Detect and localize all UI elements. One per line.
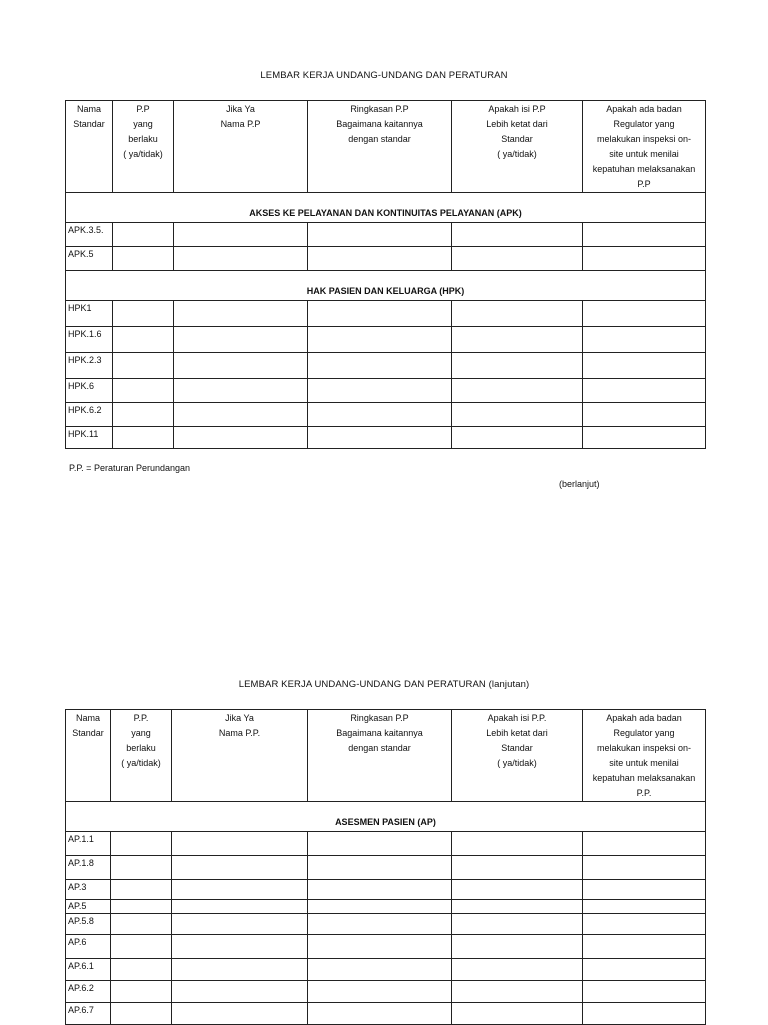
input-cell[interactable] bbox=[308, 914, 452, 935]
input-cell[interactable] bbox=[452, 900, 583, 914]
input-cell[interactable] bbox=[172, 856, 308, 880]
input-cell[interactable] bbox=[308, 353, 452, 379]
input-cell[interactable] bbox=[583, 379, 706, 403]
input-cell[interactable] bbox=[583, 900, 706, 914]
standard-code: HPK.1.6 bbox=[66, 327, 113, 353]
input-cell[interactable] bbox=[583, 427, 706, 449]
table-row bbox=[66, 959, 706, 981]
continued-note: (berlanjut) bbox=[559, 479, 600, 489]
input-cell[interactable] bbox=[583, 327, 706, 353]
input-cell[interactable] bbox=[308, 247, 452, 271]
standard-code: HPK1 bbox=[66, 301, 113, 327]
input-cell[interactable] bbox=[111, 1003, 172, 1025]
input-cell[interactable] bbox=[308, 223, 452, 247]
section-row bbox=[66, 193, 706, 223]
input-cell[interactable] bbox=[174, 403, 308, 427]
input-cell[interactable] bbox=[308, 856, 452, 880]
input-cell[interactable] bbox=[583, 247, 706, 271]
input-cell[interactable] bbox=[172, 981, 308, 1003]
input-cell[interactable] bbox=[452, 247, 583, 271]
input-cell[interactable] bbox=[583, 353, 706, 379]
input-cell[interactable] bbox=[308, 403, 452, 427]
input-cell[interactable] bbox=[111, 959, 172, 981]
input-cell[interactable] bbox=[174, 379, 308, 403]
input-cell[interactable] bbox=[172, 914, 308, 935]
input-cell[interactable] bbox=[308, 900, 452, 914]
input-cell[interactable] bbox=[172, 880, 308, 900]
input-cell[interactable] bbox=[174, 427, 308, 449]
input-cell[interactable] bbox=[174, 353, 308, 379]
table-row bbox=[66, 981, 706, 1003]
input-cell[interactable] bbox=[583, 832, 706, 856]
input-cell[interactable] bbox=[583, 959, 706, 981]
input-cell[interactable] bbox=[583, 935, 706, 959]
standard-code: AP.6 bbox=[66, 935, 111, 959]
input-cell[interactable] bbox=[452, 427, 583, 449]
input-cell[interactable] bbox=[308, 935, 452, 959]
sheet1-table bbox=[65, 100, 706, 449]
standard-code: APK.5 bbox=[66, 247, 113, 271]
input-cell[interactable] bbox=[113, 247, 174, 271]
sheet1-header-cell: Jika Ya Nama P.P bbox=[174, 101, 308, 193]
standard-code: AP.3 bbox=[66, 880, 111, 900]
sheet1-header-cell: P.P yang berlaku ( ya/tidak) bbox=[113, 101, 174, 193]
input-cell[interactable] bbox=[111, 832, 172, 856]
input-cell[interactable] bbox=[452, 353, 583, 379]
standard-code: HPK.11 bbox=[66, 427, 113, 449]
sheet1-header-cell: Nama Standar bbox=[66, 101, 113, 193]
sheet2-header-row bbox=[66, 710, 706, 802]
input-cell[interactable] bbox=[452, 832, 583, 856]
input-cell[interactable] bbox=[308, 1003, 452, 1025]
section-title-ap: ASESMEN PASIEN (AP) bbox=[66, 802, 706, 832]
input-cell[interactable] bbox=[308, 327, 452, 353]
standard-code: AP.6.7 bbox=[66, 1003, 111, 1025]
input-cell[interactable] bbox=[583, 914, 706, 935]
input-cell[interactable] bbox=[583, 223, 706, 247]
input-cell[interactable] bbox=[452, 880, 583, 900]
table-row bbox=[66, 301, 706, 327]
table-row bbox=[66, 832, 706, 856]
input-cell[interactable] bbox=[111, 856, 172, 880]
sheet2-header-cell: Apakah isi P.P. Lebih ketat dari Standar ( ya/tidak) bbox=[452, 710, 583, 802]
input-cell[interactable] bbox=[308, 427, 452, 449]
input-cell[interactable] bbox=[452, 301, 583, 327]
input-cell[interactable] bbox=[308, 880, 452, 900]
input-cell[interactable] bbox=[452, 914, 583, 935]
standard-code: AP.1.8 bbox=[66, 856, 111, 880]
input-cell[interactable] bbox=[172, 935, 308, 959]
section-row bbox=[66, 271, 706, 301]
sheet2-header-cell: Nama Standar bbox=[66, 710, 111, 802]
input-cell[interactable] bbox=[174, 301, 308, 327]
input-cell[interactable] bbox=[583, 301, 706, 327]
input-cell[interactable] bbox=[172, 832, 308, 856]
input-cell[interactable] bbox=[111, 981, 172, 1003]
section-title-apk: AKSES KE PELAYANAN DAN KONTINUITAS PELAYANAN (APK) bbox=[66, 193, 706, 223]
input-cell[interactable] bbox=[452, 1003, 583, 1025]
table-row bbox=[66, 900, 706, 914]
footnote: P.P. = Peraturan Perundangan bbox=[69, 463, 191, 473]
input-cell[interactable] bbox=[113, 403, 174, 427]
input-cell[interactable] bbox=[308, 981, 452, 1003]
table-row bbox=[66, 914, 706, 935]
input-cell[interactable] bbox=[583, 981, 706, 1003]
section-title-hpk: HAK PASIEN DAN KELUARGA (HPK) bbox=[66, 271, 706, 301]
sheet1-title: LEMBAR KERJA UNDANG-UNDANG DAN PERATURAN bbox=[260, 70, 508, 81]
standard-code: AP.5.8 bbox=[66, 914, 111, 935]
input-cell[interactable] bbox=[583, 856, 706, 880]
input-cell[interactable] bbox=[452, 935, 583, 959]
table-row bbox=[66, 379, 706, 403]
sheet1-header-cell: Apakah isi P.P Lebih ketat dari Standar ( ya/tidak) bbox=[452, 101, 583, 193]
input-cell[interactable] bbox=[452, 379, 583, 403]
sheet2-header-cell: Ringkasan P.P Bagaimana kaitannya dengan standar bbox=[308, 710, 452, 802]
sheet1-header-row bbox=[66, 101, 706, 193]
table-row bbox=[66, 1003, 706, 1025]
sheet2-header-cell: Jika Ya Nama P.P. bbox=[172, 710, 308, 802]
sheet1-header-cell: Apakah ada badan Regulator yang melakukan inspeksi on- site untuk menilai kepatuhan melaksanakan P.P bbox=[583, 101, 706, 193]
input-cell[interactable] bbox=[111, 900, 172, 914]
table-row bbox=[66, 403, 706, 427]
standard-code: HPK.6 bbox=[66, 379, 113, 403]
input-cell[interactable] bbox=[452, 327, 583, 353]
input-cell[interactable] bbox=[583, 1003, 706, 1025]
input-cell[interactable] bbox=[583, 880, 706, 900]
input-cell[interactable] bbox=[308, 301, 452, 327]
standard-code: APK.3.5. bbox=[66, 223, 113, 247]
input-cell[interactable] bbox=[308, 379, 452, 403]
sheet2-title: LEMBAR KERJA UNDANG-UNDANG DAN PERATURAN (lanjutan) bbox=[238, 679, 530, 690]
input-cell[interactable] bbox=[583, 403, 706, 427]
input-cell[interactable] bbox=[174, 223, 308, 247]
input-cell[interactable] bbox=[113, 353, 174, 379]
sheet2-header-cell: Apakah ada badan Regulator yang melakukan inspeksi on- site untuk menilai kepatuhan melaksanakan P.P. bbox=[583, 710, 706, 802]
input-cell[interactable] bbox=[452, 223, 583, 247]
input-cell[interactable] bbox=[452, 981, 583, 1003]
input-cell[interactable] bbox=[113, 223, 174, 247]
table-row bbox=[66, 856, 706, 880]
input-cell[interactable] bbox=[172, 900, 308, 914]
standard-code: AP.6.1 bbox=[66, 959, 111, 981]
input-cell[interactable] bbox=[308, 959, 452, 981]
input-cell[interactable] bbox=[452, 959, 583, 981]
input-cell[interactable] bbox=[172, 959, 308, 981]
table-row bbox=[66, 223, 706, 247]
sheet2-header-cell: P.P. yang berlaku ( ya/tidak) bbox=[111, 710, 172, 802]
input-cell[interactable] bbox=[174, 247, 308, 271]
input-cell[interactable] bbox=[113, 301, 174, 327]
table-row bbox=[66, 327, 706, 353]
input-cell[interactable] bbox=[452, 856, 583, 880]
table-row bbox=[66, 247, 706, 271]
input-cell[interactable] bbox=[308, 832, 452, 856]
input-cell[interactable] bbox=[113, 427, 174, 449]
table-row bbox=[66, 427, 706, 449]
standard-code: HPK.6.2 bbox=[66, 403, 113, 427]
input-cell[interactable] bbox=[452, 403, 583, 427]
input-cell[interactable] bbox=[111, 880, 172, 900]
table-row bbox=[66, 935, 706, 959]
standard-code: AP.6.2 bbox=[66, 981, 111, 1003]
table-row bbox=[66, 353, 706, 379]
table-row bbox=[66, 880, 706, 900]
input-cell[interactable] bbox=[172, 1003, 308, 1025]
input-cell[interactable] bbox=[111, 935, 172, 959]
standard-code: HPK.2.3 bbox=[66, 353, 113, 379]
input-cell[interactable] bbox=[113, 379, 174, 403]
sheet2-table bbox=[65, 709, 706, 1025]
sheet1-header-cell: Ringkasan P.P Bagaimana kaitannya dengan standar bbox=[308, 101, 452, 193]
input-cell[interactable] bbox=[111, 914, 172, 935]
input-cell[interactable] bbox=[113, 327, 174, 353]
standard-code: AP.1.1 bbox=[66, 832, 111, 856]
input-cell[interactable] bbox=[174, 327, 308, 353]
section-row bbox=[66, 802, 706, 832]
standard-code: AP.5 bbox=[66, 900, 111, 914]
